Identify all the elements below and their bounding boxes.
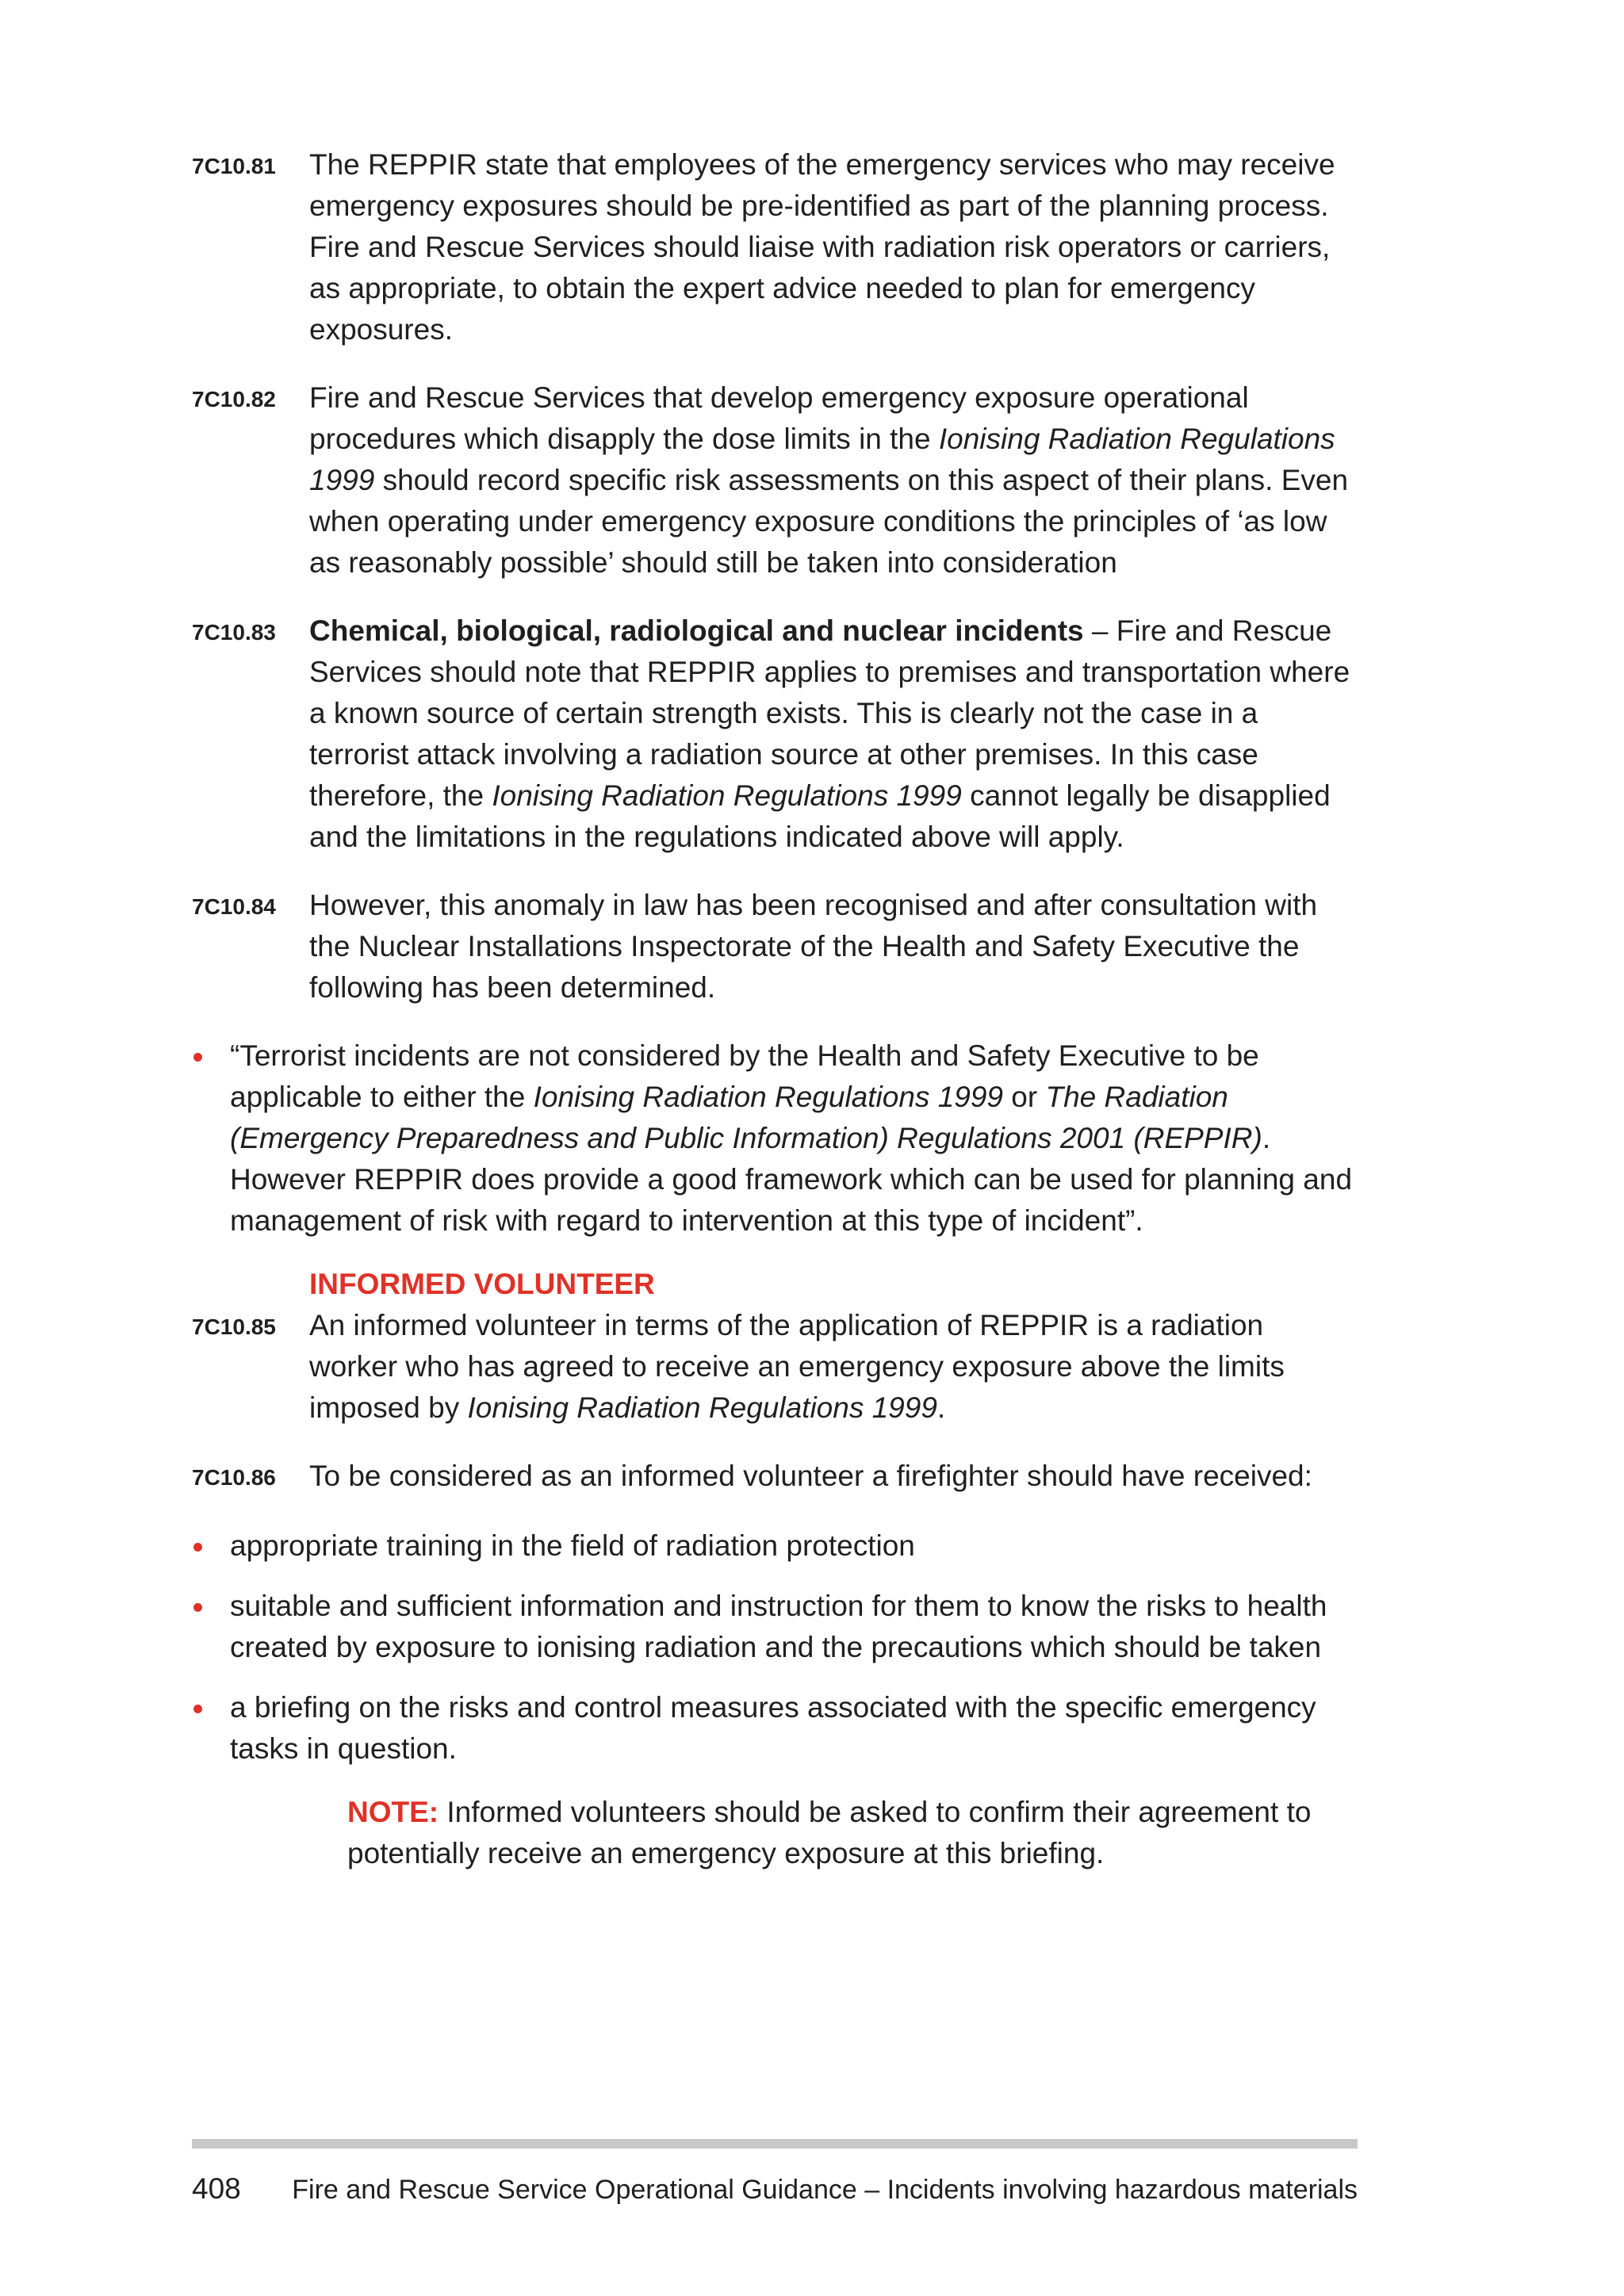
text-run: An informed volunteer in terms of the application of REPPIR is a radiation worker who has agreed to receive an emergency exposure above the limits imposed by bbox=[309, 1309, 1285, 1424]
regulation-title: Ionising Radiation Regulations 1999 bbox=[533, 1081, 1004, 1113]
paragraph-number: 7C10.82 bbox=[192, 387, 276, 411]
paragraph-number: 7C10.81 bbox=[192, 154, 276, 178]
list-item bbox=[192, 1687, 1358, 1770]
paragraph-text bbox=[309, 1305, 1358, 1429]
paragraph-number: 7C10.84 bbox=[192, 894, 276, 919]
text-run: “Terrorist incidents are not considered by the Health and Safety Executive to be applicable to either the bbox=[230, 1039, 1259, 1113]
paragraph-7c10-85 bbox=[192, 1305, 1358, 1429]
text-run: – Fire and Rescue Services should note that REPPIR applies to premises and transportation where a known source of certain strength exists. This is clearly not the case in a terrorist attack involving a radiation source at other premises. In this case therefore, the bbox=[309, 614, 1350, 812]
bullet-icon bbox=[193, 1543, 202, 1552]
regulation-title: Ionising Radiation Regulations 1999 bbox=[467, 1391, 937, 1424]
paragraph-text: The REPPIR state that employees of the emergency services who may receive emergency exposures should be pre-identified as part of the planning process. Fire and Rescue Services should liaise with radiation risk operators or carriers, as appropriate, to obtain the expert advice needed to plan for emergency exposures. bbox=[309, 148, 1335, 346]
list-item-text: suitable and sufficient information and instruction for them to know the risks to health created by exposure to ionising radiation and the precautions which should be taken bbox=[230, 1590, 1327, 1663]
paragraph-7c10-82 bbox=[192, 377, 1358, 584]
paragraph-number: 7C10.86 bbox=[192, 1465, 276, 1490]
footer-divider bbox=[192, 2139, 1358, 2149]
text-run: . bbox=[936, 1391, 946, 1424]
paragraph-text: To be considered as an informed volunteer a firefighter should have received: bbox=[309, 1460, 1312, 1492]
paragraph-7c10-83 bbox=[192, 610, 1358, 858]
requirements-list bbox=[192, 1525, 1358, 1770]
regulation-title: Ionising Radiation Regulations 1999 bbox=[492, 779, 962, 812]
paragraph-7c10-81 bbox=[192, 144, 1358, 350]
bullet-icon bbox=[193, 1603, 202, 1612]
paragraph-lead: Chemical, biological, radiological and nuclear incidents bbox=[309, 614, 1084, 647]
section-heading: INFORMED VOLUNTEER bbox=[309, 1268, 655, 1300]
page-content bbox=[192, 144, 1358, 1874]
text-run: cannot legally be disapplied and the limitations in the regulations indicated above will apply. bbox=[309, 779, 1331, 853]
text-run: should record specific risk assessments on this aspect of their plans. Even when operating under emergency exposure conditions the principles of ‘as low as reasonably possible’ should still be taken into consideration bbox=[309, 464, 1349, 579]
bullet-icon bbox=[193, 1053, 202, 1062]
note-wrapper bbox=[309, 1792, 1358, 1874]
paragraph-text bbox=[309, 610, 1358, 858]
paragraph-number: 7C10.83 bbox=[192, 620, 276, 645]
page-footer bbox=[192, 2172, 1358, 2206]
quote-list bbox=[192, 1035, 1358, 1242]
text-run: Fire and Rescue Services that develop emergency exposure operational procedures which disapply the dose limits in the bbox=[309, 381, 1249, 455]
paragraph-7c10-84 bbox=[192, 885, 1358, 1008]
list-item bbox=[192, 1035, 1358, 1242]
bullet-icon bbox=[193, 1705, 202, 1713]
note-label: NOTE: bbox=[347, 1796, 439, 1828]
note bbox=[347, 1792, 1358, 1874]
list-item bbox=[192, 1586, 1358, 1668]
paragraph-7c10-86 bbox=[192, 1456, 1358, 1498]
footer-title: Fire and Rescue Service Operational Guidance – Incidents involving hazardous materials bbox=[292, 2175, 1358, 2205]
list-item-text: a briefing on the risks and control measures associated with the specific emergency tasks in question. bbox=[230, 1691, 1316, 1765]
regulation-title: Ionising Radiation Regulations 1999 bbox=[309, 423, 1335, 496]
paragraph-number: 7C10.85 bbox=[192, 1314, 276, 1339]
paragraph-text: However, this anomaly in law has been recognised and after consultation with the Nuclear Installations Inspectorate of the Health and Safety Executive the following has been determined. bbox=[309, 889, 1318, 1004]
list-item-text: appropriate training in the field of radiation protection bbox=[230, 1529, 915, 1562]
text-run: or bbox=[1003, 1081, 1046, 1113]
text-run: . However REPPIR does provide a good framework which can be used for planning and management of risk with regard to intervention at this type of incident”. bbox=[230, 1122, 1353, 1237]
page-number: 408 bbox=[192, 2172, 241, 2205]
paragraph-text bbox=[309, 377, 1358, 584]
list-item bbox=[192, 1525, 1358, 1567]
note-text: Informed volunteers should be asked to confirm their agreement to potentially receive an emergency exposure at this briefing. bbox=[347, 1796, 1312, 1869]
regulation-title: The Radiation (Emergency Preparedness and Public Information) Regulations 2001 (REPPIR) bbox=[230, 1081, 1262, 1154]
